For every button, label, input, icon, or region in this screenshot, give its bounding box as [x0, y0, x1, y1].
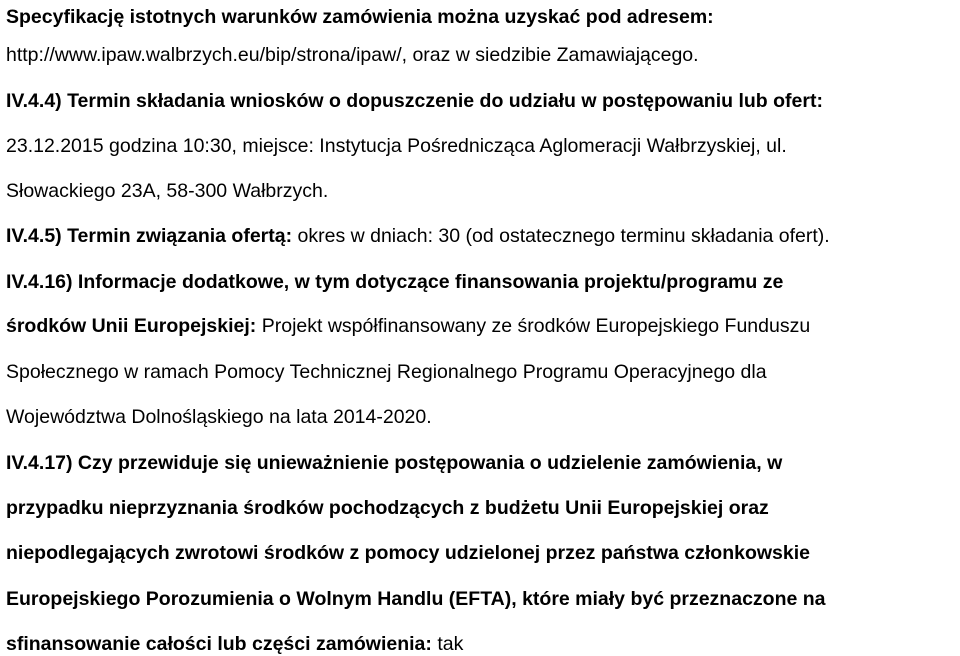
section-iv-4-16-text-3: Województwa Dolnośląskiego na lata 2014-2020.	[6, 406, 432, 428]
section-iv-4-17-line-4: Europejskiego Porozumienia o Wolnym Handlu (EFTA), które miały być przeznaczone na	[6, 588, 826, 610]
section-iv-4-4-heading: IV.4.4) Termin składania wniosków o dopuszczenie do udziału w postępowaniu lub ofert:	[6, 90, 823, 112]
section-iv-4-4-text-1: 23.12.2015 godzina 10:30, miejsce: Instytucja Pośrednicząca Aglomeracji Wałbrzyskiej, ul.	[6, 135, 787, 157]
section-iv-4-16-heading-2: środków Unii Europejskiej:	[6, 315, 257, 337]
spec-line-1: Specyfikację istotnych warunków zamówienia można uzyskać pod adresem:	[6, 6, 714, 28]
section-iv-4-16-text-1: Projekt współfinansowany ze środków Europejskiego Funduszu	[256, 315, 811, 337]
section-iv-4-17-line-1: IV.4.17) Czy przewiduje się unieważnienie postępowania o udzielenie zamówienia, w	[6, 452, 783, 474]
section-iv-4-16-text-2: Społecznego w ramach Pomocy Technicznej Regionalnego Programu Operacyjnego dla	[6, 361, 767, 383]
section-iv-4-5-text: okres w dniach: 30 (od ostatecznego terminu składania ofert).	[292, 225, 830, 247]
section-iv-4-5-heading: IV.4.5) Termin związania ofertą:	[6, 225, 293, 247]
section-iv-4-17-question-end: sfinansowanie całości lub części zamówienia:	[6, 633, 432, 655]
section-iv-4-17-line-3: niepodlegających zwrotowi środków z pomocy udzielonej przez państwa członkowskie	[6, 542, 810, 564]
spec-line-2: http://www.ipaw.walbrzych.eu/bip/strona/ipaw/, oraz w siedzibie Zamawiającego.	[6, 44, 699, 66]
section-iv-4-4-text-2: Słowackiego 23A, 58-300 Wałbrzych.	[6, 180, 329, 202]
section-iv-4-16-line-2	[6, 314, 810, 338]
section-iv-4-17-line-5	[6, 632, 463, 656]
section-iv-4-16-heading-1: IV.4.16) Informacje dodatkowe, w tym dotyczące finansowania projektu/programu ze	[6, 271, 784, 293]
section-iv-4-17-answer: tak	[431, 633, 464, 655]
section-iv-4-17-line-2: przypadku nieprzyznania środków pochodzących z budżetu Unii Europejskiej oraz	[6, 497, 769, 519]
section-iv-4-5	[6, 224, 830, 248]
